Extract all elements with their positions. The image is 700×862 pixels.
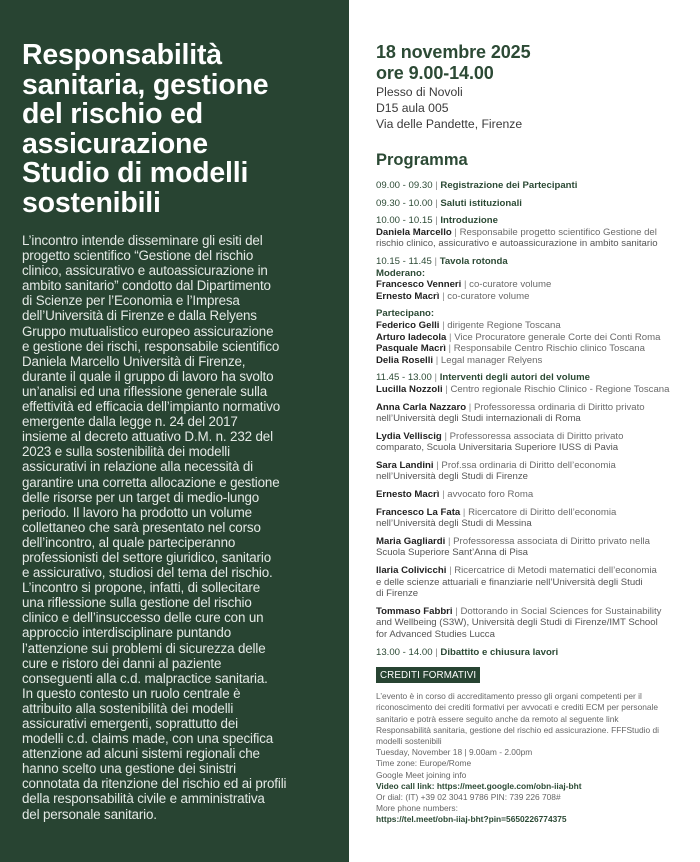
intro-line: l’attenzione sui problemi di sicurezza delle [22,640,266,656]
program-list [376,180,690,658]
separator: | [449,565,452,577]
intro-line: assicurativi emergenti, soprattutto dei [22,716,238,731]
intro-line: professionisti del settore giuridico, sanitario [22,549,271,565]
separator: | [442,489,445,501]
intro-line: ambito sanitario” condotto dal Dipartimento [22,278,271,294]
intro-line: e assicurativo, studiosi del tema del rischio. [22,565,273,581]
moderators-label: Moderano: [376,267,426,279]
phone-link[interactable]: https://tel.meet/obn-iiaj-bht?pin=5650226774375 [376,814,567,825]
person-name: Francesco La Fata [376,506,461,518]
program-block [376,431,690,454]
program-block [376,536,690,559]
separator: | [464,279,467,291]
credits-text [376,691,690,825]
person-role: Dottorando in Social Sciences for Sustainability [460,605,662,617]
intro-line: delle risorse per un target di medio-lungo [22,489,260,505]
person-entry [376,460,690,472]
title-line: sostenibili [22,186,161,219]
person-entry [376,227,690,239]
slot-label: Introduzione [440,215,498,227]
slot-time: 13.00 - 14.00 [376,646,433,658]
time-slot [376,180,690,192]
slot-label: Tavola rotonda [439,255,508,267]
event-date: 18 novembre 2025 [376,42,531,62]
title-line: assicurazione [22,127,208,160]
person-role: co-curatore volume [447,290,530,302]
slot-time: 11.45 - 13.00 [376,372,432,384]
program-block [376,215,690,250]
intro-line: hanno scelto una gestione dei sinistri [22,761,236,777]
person-role: Professoressa ordinaria di Diritto privato [473,401,645,413]
person-role: Professoressa associata di Diritto privato nella [453,535,650,547]
intro-line: durante il quale il gruppo di lavoro ha svolto [22,368,274,384]
event-hours: ore 9.00-14.00 [376,63,494,83]
person-role: Vice Procuratore generale Corte dei Conti Roma [454,331,661,343]
program-block [376,489,690,501]
intro-line: insieme al decreto attuativo D.M. n. 232 del [22,429,273,445]
intro-line: clinico, assicurativo e autoassicurazione in [22,263,268,279]
separator: | [435,197,438,209]
person-role-continued: nell’Università degli Studi di Firenze [376,471,528,483]
program-block [376,460,690,483]
slot-label: Registrazione dei Partecipanti [440,180,578,191]
person-role: Responsabile progetto scientifico Gestione del [459,226,657,238]
person-entry [376,332,690,344]
intro-line: Daniela Marcello Università di Firenze, [22,353,246,369]
time-slot [376,256,690,268]
separator: | [454,226,457,238]
person-role-continued: and Wellbeing (S3W), Università degli Studi di Firenze/IMT School [376,617,658,629]
program-block [376,372,690,395]
slot-time: 10.00 - 10.15 [376,215,433,227]
separator: | [448,343,452,355]
person-entry [376,489,690,501]
program-block [376,507,690,530]
slot-time: 10.15 - 11.45 [376,255,432,267]
intro-line: cure e ristoro dei danni al paziente [22,655,222,671]
person-role-continued: e delle scienze attuariali e finanziarie nell’Università degli Studi [376,576,643,588]
program-block [376,256,690,302]
credits-line: L’evento è in corso di accreditamento presso gli organi competenti per il [376,691,642,702]
program-block [376,402,690,425]
program-block [376,647,690,659]
person-role: co-curatore volume [469,279,552,291]
separator: | [442,319,445,331]
credits-line: Time zone: Europe/Rome [376,758,472,769]
person-role-continued: nell’Università degli Studi internazionali di Roma [376,413,581,425]
person-role-continued: di Firenze [376,588,419,600]
intro-line: attribuito alla sostenibilità dei modelli [22,700,234,716]
program-block [376,308,690,366]
person-role: Prof.ssa ordinaria di Diritto dell’economia [441,459,616,471]
person-role: Responsabile Centro Rischio clinico Toscana [453,343,645,355]
intro-line: garantire una corretta allocazione e gestione [22,474,280,490]
program-block [376,606,690,641]
person-name: Federico Gelli [376,319,440,331]
more-numbers-label: More phone numbers: [376,803,458,814]
person-entry [376,431,690,443]
time-slot [376,372,690,384]
event-title [22,41,329,218]
credits-line: modelli sostenibili [376,736,442,746]
slot-label: Saluti istituzionali [440,197,522,209]
person-role: Ricercatore di Diritto dell’economia [468,506,617,518]
person-role-continued: rischio clinico, assicurativo e autoassicurazione in ambito sanitario [376,238,658,250]
intro-line: emergente dalla legge n. 24 del 2017 [22,414,238,430]
intro-line: progetto scientifico “Gestione del rischio [22,248,254,264]
slot-label: Interventi degli autori del volume [439,372,591,384]
separator: | [435,354,439,366]
person-entry [376,355,690,367]
separator: | [449,331,452,343]
person-name: Delia Roselli [376,354,434,366]
intro-line: conseguenti alla c.d. malpractice sanitaria. [22,670,268,686]
left-panel [0,0,349,862]
venue-line: Plesso di Novoli [376,85,463,99]
intro-line: del personale sanitario. [22,806,157,822]
separator: | [435,646,438,658]
separator: | [445,383,448,395]
intro-line: della responsabilità civile e amministrativa [22,791,265,807]
person-name: Anna Carla Nazzaro [376,401,467,413]
separator: | [435,215,438,227]
person-name: Ernesto Macrì [376,489,440,501]
intro-line: effettività ed efficacia dell’impianto normativo [22,399,281,415]
intro-line: periodo. Il lavoro ha prodotto un volume [22,504,252,520]
slot-time: 09.30 - 10.00 [376,197,433,209]
separator: | [468,401,472,413]
separator: | [444,430,447,442]
person-role: dirigente Regione Toscana [447,319,561,331]
intro-line: una riflessione sulla gestione del rischio [22,595,252,611]
title-line: Responsabilità [22,39,222,71]
dial-in-info: Or dial: (IT) +39 02 3041 9786 PIN: 739 226 708# [376,792,561,803]
title-line: Studio di modelli [22,157,249,189]
time-slot [376,215,690,227]
time-slot [376,198,690,210]
intro-line: dell’incontro, al quale parteciperanno [22,534,236,550]
person-name: Maria Gagliardi [376,535,446,547]
separator: | [455,605,458,617]
separator: | [462,506,466,518]
credits-heading: CREDITI FORMATIVI [376,667,480,683]
intro-line: clinico e dell’insuccesso delle cure con un [22,610,264,626]
person-role: Centro regionale Rischio Clinico - Regione Toscana [450,383,670,395]
person-entry [376,536,690,548]
program-title: Programma [376,151,468,169]
program-block [376,180,690,192]
intro-line: assicurativi in relazione alla necessità di [22,459,253,475]
person-name: Lydia Velliscig [376,430,442,442]
credits-line: Responsabilità sanitaria, gestione del rischio ed assicurazione. FFFStudio di [376,724,660,735]
intro-line: modelli c.d. claims made, con una specifica [22,731,274,747]
intro-line: L’incontro si propone, infatti, di sollecitare [22,580,260,596]
intro-line: approccio interdisciplinare puntando [22,625,231,641]
separator: | [435,180,438,191]
program-block [376,565,690,600]
person-name: Francesco Venneri [376,279,462,291]
person-entry [376,320,690,332]
intro-line: e gestione dei rischi, responsabile scientifico [22,338,280,354]
person-name: Arturo Iadecola [376,331,447,343]
intro-text [22,233,329,822]
person-role: Ricercatrice di Metodi matematici dell’economia [454,565,657,577]
intro-line: di Scienze per l’Economia e l’Impresa [22,293,240,309]
intro-line: 2023 e sulla sostenibilità dei modelli [22,444,230,460]
credits-line: Tuesday, November 18 | 9.00am - 2.00pm [376,747,533,758]
video-call-link[interactable]: Video call link: https://meet.google.com/obn-iiaj-bht [376,780,582,791]
person-entry [376,279,690,291]
separator: | [434,255,438,267]
intro-line: In questo contesto un ruolo centrale è [22,685,241,701]
person-role-continued: for Advanced Studies Lucca [376,629,495,640]
title-line: del rischio ed [22,98,203,130]
credits-line: riconoscimento dei crediti formativi per avvocati e crediti ECM per personale [376,702,659,713]
person-role-continued: comparato, Scuola Universitaria Superiore IUSS di Pavia [376,442,619,454]
participants-label: Partecipano: [376,308,435,320]
intro-line: collettaneo che sarà presentato nel corso [22,519,261,535]
intro-line: attenzione ad alcuni sistemi regionali che [22,746,260,762]
separator: | [434,372,438,384]
person-entry [376,507,690,519]
person-entry [376,606,690,618]
person-entry [376,402,690,414]
venue-line: Via delle Pandette, Firenze [376,117,523,131]
separator: | [447,535,451,547]
right-panel [349,0,700,862]
person-entry [376,343,690,355]
credits-line: Google Meet joining info [376,769,467,780]
person-entry [376,384,690,396]
person-role: avvocato foro Roma [447,489,534,501]
person-role-continued: nell’Università degli Studi di Messina [376,518,532,530]
intro-line: dell’Università di Firenze e dalla Relyens [22,308,257,324]
venue-line: D15 aula 005 [376,101,449,115]
intro-line: Gruppo mutualistico europeo assicurazione [22,323,274,339]
person-name: Ilaria Colivicchi [376,565,447,577]
person-role: Professoressa associata di Diritto privato [449,430,624,442]
person-name: Lucilla Nozzoli [376,383,443,395]
credits-line: sanitario e potrà essere seguito anche da remoto al seguente link [376,713,619,724]
person-name: Pasquale Macrì [376,343,446,355]
person-name: Tommaso Fabbri [376,605,453,617]
intro-line: un’analisi ed una riflessione generale sulla [22,383,268,399]
event-venue [376,84,690,132]
slot-label: Dibattito e chiusura lavori [440,646,559,658]
program-block [376,198,690,210]
person-name: Ernesto Macrì [376,290,440,302]
person-role-continued: Scuola Superiore Sant’Anna di Pisa [376,547,528,559]
slot-time: 09.00 - 09.30 [376,180,433,191]
person-name: Sara Landini [376,459,434,471]
person-role: Legal manager Relyens [440,354,543,366]
separator: | [442,290,445,302]
separator: | [436,459,439,471]
person-name: Daniela Marcello [376,226,452,238]
time-slot [376,647,690,659]
intro-line: connotata da ritenzione del rischio ed ai profili [22,776,287,792]
person-entry [376,291,690,303]
title-line: sanitaria, gestione [22,68,269,101]
intro-line: L’incontro intende disseminare gli esiti del [22,233,263,248]
person-entry [376,565,690,577]
